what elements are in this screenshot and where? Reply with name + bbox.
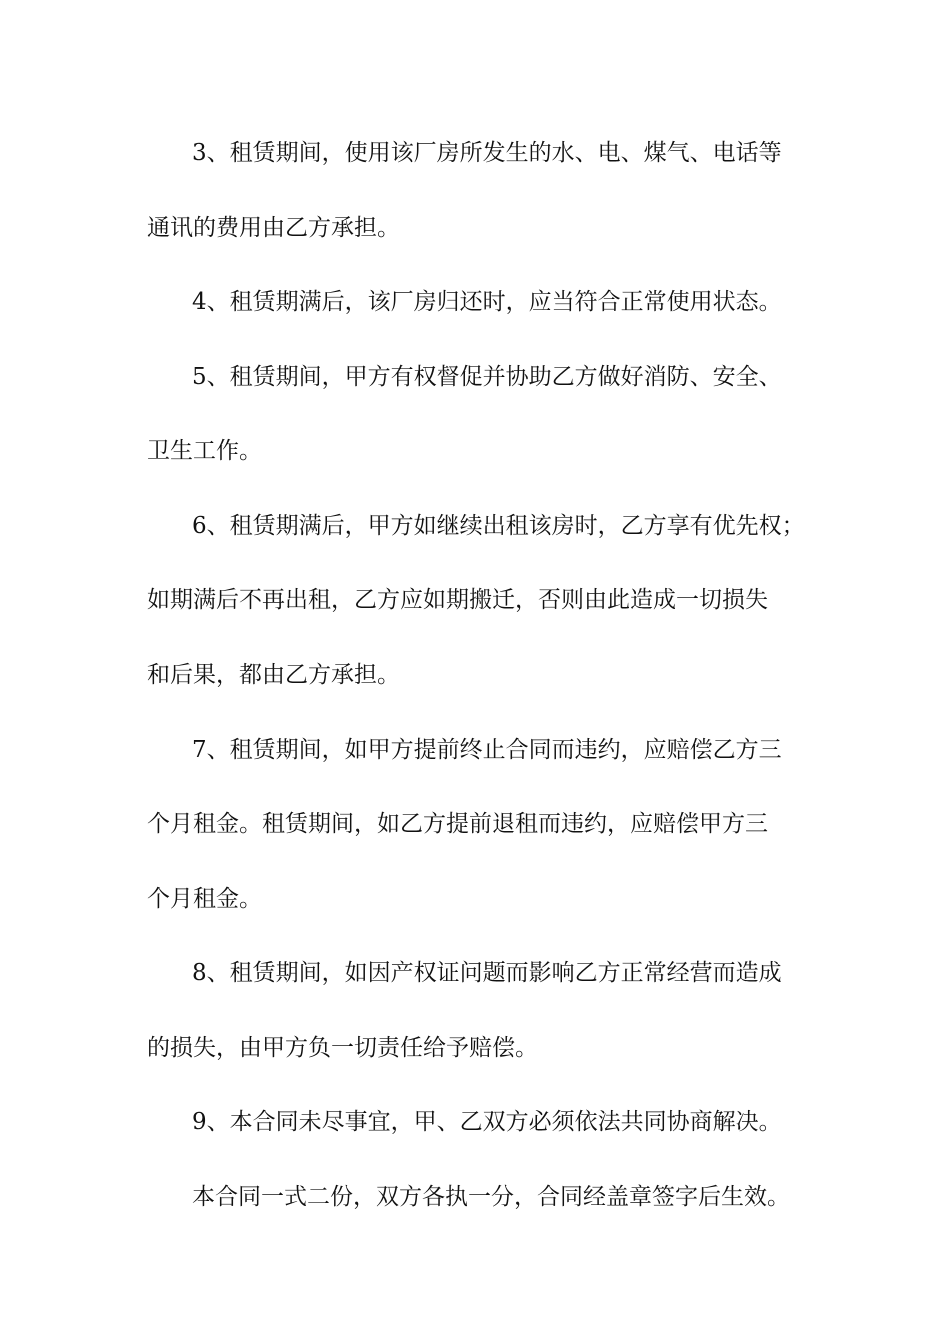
clause-5-line-1: 5、租赁期间，甲方有权督促并协助乙方做好消防、安全、	[192, 364, 782, 390]
closing-statement: 本合同一式二份，双方各执一分，合同经盖章签字后生效。	[192, 1184, 790, 1210]
clause-6-line-3: 和后果，都由乙方承担。	[147, 662, 400, 688]
clause-3-line-1: 3、租赁期间，使用该厂房所发生的水、电、煤气、电话等	[192, 140, 782, 166]
clause-7-line-1: 7、租赁期间，如甲方提前终止合同而违约，应赔偿乙方三	[192, 737, 782, 763]
clause-3-line-2: 通讯的费用由乙方承担。	[147, 215, 400, 241]
clause-8-line-2: 的损失，由甲方负一切责任给予赔偿。	[147, 1035, 538, 1061]
clause-9-line-1: 9、本合同未尽事宜，甲、乙双方必须依法共同协商解决。	[192, 1109, 782, 1135]
clause-5-line-2: 卫生工作。	[147, 438, 262, 464]
clause-4-line-1: 4、租赁期满后，该厂房归还时，应当符合正常使用状态。	[192, 289, 782, 315]
clause-8-line-1: 8、租赁期间，如因产权证问题而影响乙方正常经营而造成	[192, 960, 782, 986]
clause-7-line-3: 个月租金。	[147, 886, 262, 912]
clause-6-line-2: 如期满后不再出租，乙方应如期搬迁，否则由此造成一切损失	[147, 587, 768, 613]
clause-7-line-2: 个月租金。租赁期间，如乙方提前退租而违约，应赔偿甲方三	[147, 811, 768, 837]
clause-6-line-1: 6、租赁期满后，甲方如继续出租该房时，乙方享有优先权；	[192, 513, 805, 539]
